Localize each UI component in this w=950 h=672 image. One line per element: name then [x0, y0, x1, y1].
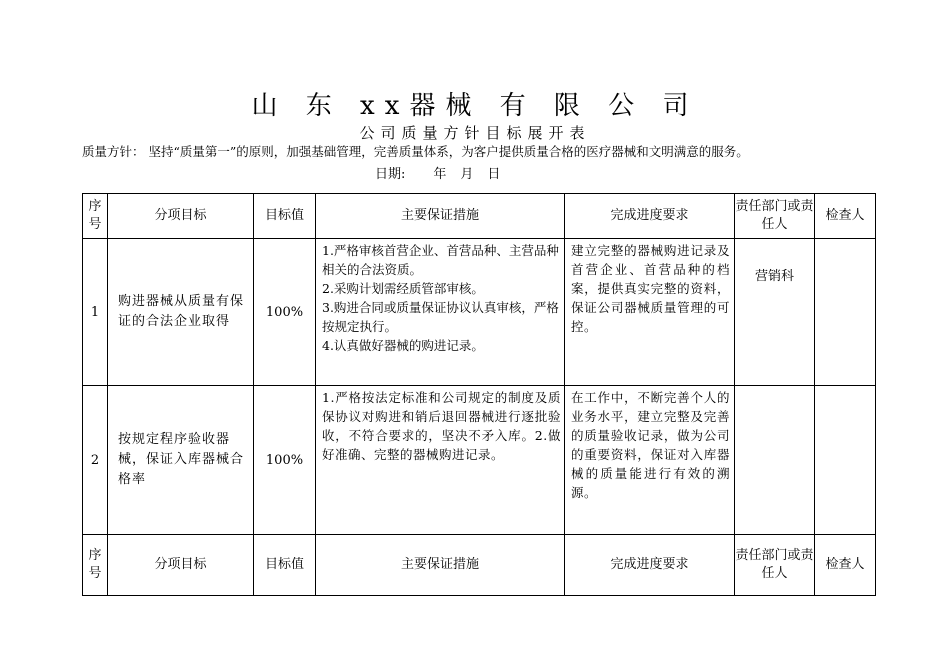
col-header-seq: 序号 [83, 535, 108, 596]
quality-policy: 质量方针： 坚持“质量第一”的原则，加强基础管理，完善质量体系，为客户提供质量合格的医疗器械和文明满意的服务。 [82, 144, 749, 159]
date-line [375, 166, 500, 184]
row-seq: 1 [83, 239, 108, 386]
table-footer-header-row [83, 535, 876, 596]
row-progress: 在工作中，不断完善个人的业务水平，建立完整及完善的质量验收记录，做为公司的重要资料，保证对入库器械的质量能进行有效的溯源。 [565, 386, 735, 535]
col-header-progress: 完成进度要求 [565, 535, 735, 596]
table-header-row [83, 194, 876, 239]
table-row [83, 239, 876, 386]
table-row [83, 386, 876, 535]
date-label: 日期: [375, 167, 406, 182]
row-dept [735, 386, 815, 535]
col-header-dept: 责任部门或责任人 [735, 535, 815, 596]
row-seq: 2 [83, 386, 108, 535]
col-header-goal: 分项目标 [108, 535, 254, 596]
row-dept: 营销科 [735, 239, 815, 386]
col-header-progress: 完成进度要求 [565, 194, 735, 239]
row-measures [316, 386, 565, 535]
date-day: 日 [487, 167, 501, 182]
col-header-goal: 分项目标 [108, 194, 254, 239]
measure-item: 2.采购计划需经质管部审核。 [322, 281, 484, 296]
measure-item: 1.严格审核首营企业、首营品种、主营品种相关的合法资质。 [322, 243, 559, 277]
col-header-target: 目标值 [254, 194, 316, 239]
table-subtitle: 公司质量方针目标展开表 [359, 124, 591, 142]
row-goal: 购进器械从质量有保证的合法企业取得 [108, 239, 254, 386]
row-measures [316, 239, 565, 386]
col-header-inspector: 检查人 [815, 535, 876, 596]
measure-item: 3.购进合同或质量保证协议认真审核，严格按规定执行。 [322, 300, 559, 334]
col-header-measures: 主要保证措施 [316, 194, 565, 239]
page-title: 山 东 xx器械 有 限 公 司 [251, 91, 699, 121]
row-goal: 按规定程序验收器械，保证入库器械合格率 [108, 386, 254, 535]
col-header-seq: 序号 [83, 194, 108, 239]
quality-goal-table [82, 193, 876, 596]
measure-item: 1.严格按法定标准和公司规定的制度及质保协议对购进和销后退回器械进行逐批验收，不符合要求的，坚决不矛入库。2.做好准确、完整的器械购进记录。 [322, 390, 561, 462]
row-progress: 建立完整的器械购进记录及首营企业、首营品种的档案，提供真实完整的资料，保证公司器械质量管理的可控。 [565, 239, 735, 386]
col-header-measures: 主要保证措施 [316, 535, 565, 596]
measure-item: 4.认真做好器械的购进记录。 [322, 338, 484, 353]
col-header-target: 目标值 [254, 535, 316, 596]
row-target: 100% [254, 239, 316, 386]
col-header-inspector: 检查人 [815, 194, 876, 239]
row-target: 100% [254, 386, 316, 535]
col-header-dept: 责任部门或责任人 [735, 194, 815, 239]
row-inspector [815, 386, 876, 535]
date-month: 月 [460, 167, 474, 182]
row-inspector [815, 239, 876, 386]
date-year: 年 [433, 167, 447, 182]
